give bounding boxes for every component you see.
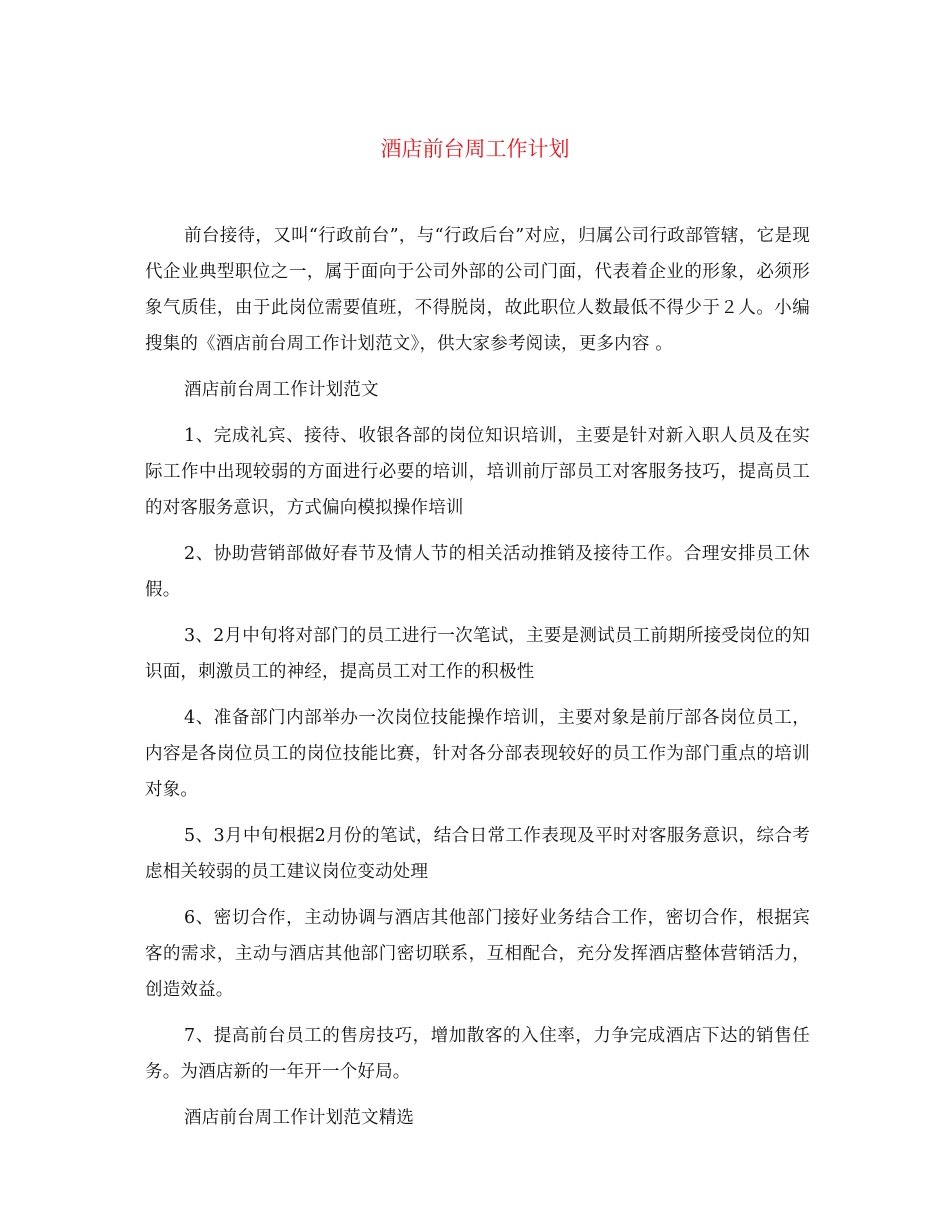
section-heading-selected: 酒店前台周工作计划范文精选: [184, 1108, 415, 1128]
document-body: [145, 218, 810, 1146]
plan-item-2: 2、协助营销部做好春节及情人节的相关活动推销及接待工作。合理安排员工休假。: [145, 544, 810, 600]
plan-item-1: 1、完成礼宾、接待、收银各部的岗位知识培训，主要是针对新入职人员及在实际工作中出现较弱的方面进行必要的培训，培训前厅部员工对客服务技巧，提高员工的对客服务意识，方式偏向模拟操作培训: [145, 426, 810, 518]
plan-item-6: 6、密切合作，主动协调与酒店其他部门接好业务结合工作，密切合作，根据宾客的需求，主动与酒店其他部门密切联系，互相配合，充分发挥酒店整体营销活力，创造效益。: [145, 908, 810, 1000]
plan-item-4: 4、准备部门内部举办一次岗位技能操作培训，主要对象是前厅部各岗位员工，内容是各岗位员工的岗位技能比赛，针对各分部表现较好的员工作为部门重点的培训对象。: [145, 708, 810, 800]
plan-item-5: 5、3月中旬根据2月份的笔试，结合日常工作表现及平时对客服务意识，综合考虑相关较弱的员工建议岗位变动处理: [145, 826, 810, 882]
document-title: 酒店前台周工作计划: [380, 137, 570, 161]
intro-paragraph: 前台接待，又叫“行政前台”，与“行政后台”对应，归属公司行政部管辖，它是现代企业典型职位之一，属于面向于公司外部的公司门面，代表着企业的形象，必须形象气质佳，由于此岗位需要值班，不得脱岗，故此职位人数最低不得少于２人。小编搜集的《酒店前台周工作计划范文》，供大家参考阅读，更多内容 。: [145, 226, 810, 354]
plan-item-7: 7、提高前台员工的售房技巧，增加散客的入住率，力争完成酒店下达的销售任务。为酒店新的一年开一个好局。: [145, 1026, 810, 1082]
section-heading: 酒店前台周工作计划范文: [184, 380, 379, 400]
plan-item-3: 3、2月中旬将对部门的员工进行一次笔试，主要是测试员工前期所接受岗位的知识面，刺激员工的神经，提高员工对工作的积极性: [145, 626, 810, 682]
